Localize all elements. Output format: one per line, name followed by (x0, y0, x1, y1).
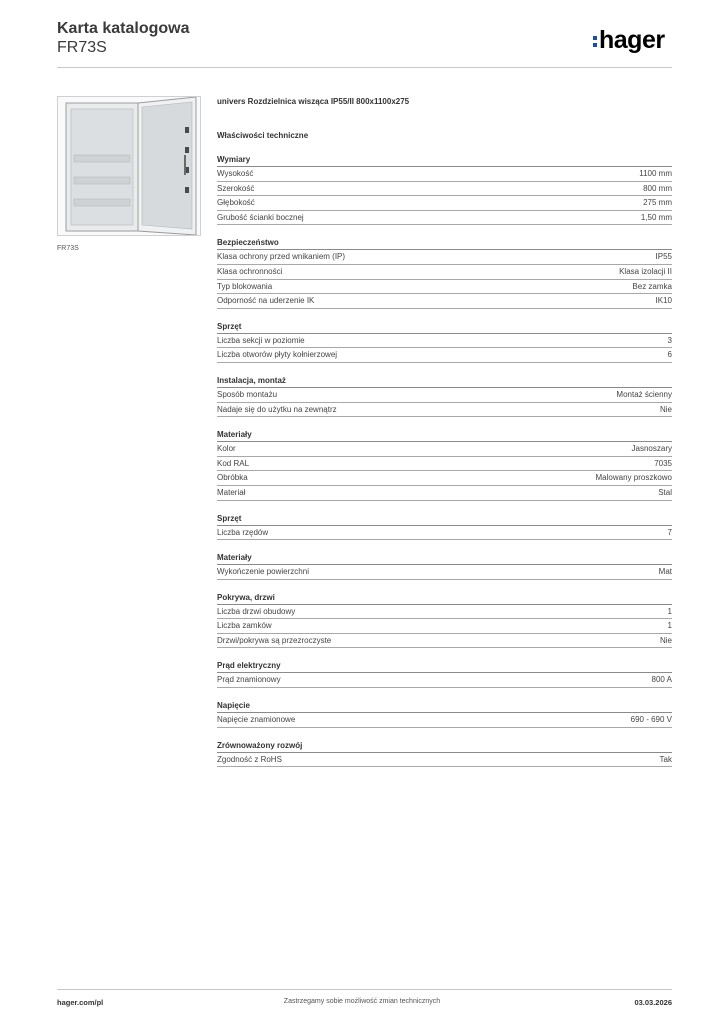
spec-section (217, 740, 672, 768)
spec-label: Odporność na uderzenie IK (217, 296, 315, 306)
spec-row (217, 211, 672, 226)
spec-label: Głębokość (217, 198, 255, 208)
logo-text: hager (599, 26, 665, 54)
spec-label: Wykończenie powierzchni (217, 567, 309, 577)
spec-row (217, 388, 672, 403)
section-title: Materiały (217, 429, 672, 442)
spec-row (217, 196, 672, 211)
footer-disclaimer: Zastrzegamy sobie możliwość zmian technicznych (283, 998, 441, 1005)
section-title: Zrównoważony rozwój (217, 740, 672, 753)
spec-label: Nadaje się do użytku na zewnątrz (217, 404, 337, 414)
spec-section (217, 375, 672, 417)
document-title: Karta katalogowa (57, 20, 190, 37)
spec-value: 275 mm (643, 198, 672, 208)
spec-row (217, 619, 672, 634)
spec-label: Obróbka (217, 473, 248, 483)
spec-row (217, 634, 672, 649)
spec-row (217, 486, 672, 501)
section-title: Napięcie (217, 700, 672, 713)
product-image (57, 96, 201, 236)
spec-row (217, 471, 672, 486)
spec-value: Nie (659, 404, 672, 414)
footer-website[interactable]: hager.com/pl (57, 998, 104, 1007)
spec-value: IP55 (655, 252, 672, 262)
spec-row (217, 673, 672, 688)
spec-label: Kod RAL (217, 458, 250, 468)
spec-row (217, 753, 672, 768)
spec-value: 1 (667, 621, 672, 631)
spec-row (217, 182, 672, 197)
footer-divider (57, 989, 672, 990)
spec-value: 800 mm (643, 183, 672, 193)
spec-value: 7035 (654, 458, 672, 468)
technical-properties-heading: Właściwości techniczne (217, 131, 309, 140)
spec-row (217, 334, 672, 349)
spec-section (217, 700, 672, 728)
spec-value: 1,50 mm (640, 212, 672, 222)
spec-row (217, 280, 672, 295)
spec-label: Drzwi/pokrywa są przezroczyste (217, 635, 332, 645)
spec-label: Prąd znamionowy (217, 675, 281, 685)
header-divider (57, 67, 672, 68)
product-title: univers Rozdzielnica wisząca IP55/II 800x1100x275 (217, 97, 410, 106)
spec-row (217, 526, 672, 541)
spec-value: 690 - 690 V (630, 715, 672, 725)
spec-value: Jasnoszary (631, 444, 672, 454)
spec-row (217, 403, 672, 418)
spec-value: Malowany proszkowo (595, 473, 672, 483)
spec-sections (217, 154, 672, 767)
spec-row (217, 442, 672, 457)
spec-label: Liczba sekcji w poziomie (217, 335, 305, 345)
spec-value: Bez zamka (632, 281, 672, 291)
hager-logo (592, 25, 676, 57)
section-title: Bezpieczeństwo (217, 237, 672, 250)
spec-section (217, 552, 672, 580)
spec-label: Zgodność z RoHS (217, 754, 282, 764)
spec-value: Stal (658, 487, 672, 497)
spec-section (217, 660, 672, 688)
section-title: Sprzęt (217, 321, 672, 334)
spec-label: Liczba zamków (217, 621, 272, 631)
spec-label: Szerokość (217, 183, 255, 193)
spec-row (217, 265, 672, 280)
spec-section (217, 321, 672, 363)
spec-label: Liczba rzędów (217, 527, 269, 537)
spec-value: IK10 (655, 296, 672, 306)
spec-section (217, 237, 672, 308)
section-title: Instalacja, montaż (217, 375, 672, 388)
image-caption: FR73S (57, 245, 79, 252)
spec-row (217, 167, 672, 182)
spec-value: 6 (667, 350, 672, 360)
spec-label: Liczba drzwi obudowy (217, 606, 296, 616)
spec-section (217, 154, 672, 225)
spec-label: Klasa ochronności (217, 266, 283, 276)
spec-label: Materiał (217, 487, 246, 497)
spec-row (217, 605, 672, 620)
spec-label: Liczba otworów płyty kołnierzowej (217, 350, 338, 360)
spec-label: Klasa ochrony przed wnikaniem (IP) (217, 252, 346, 262)
spec-row (217, 348, 672, 363)
distribution-cabinet-icon (58, 97, 200, 235)
spec-value: Tak (659, 754, 672, 764)
spec-value: 7 (667, 527, 672, 537)
spec-row (217, 565, 672, 580)
spec-section (217, 429, 672, 500)
spec-section (217, 592, 672, 649)
section-title: Materiały (217, 552, 672, 565)
spec-value: 3 (667, 335, 672, 345)
section-title: Prąd elektryczny (217, 660, 672, 673)
footer-date: 03.03.2026 (634, 998, 672, 1007)
spec-value: Mat (658, 567, 672, 577)
section-title: Wymiary (217, 154, 672, 167)
spec-label: Kolor (217, 444, 236, 454)
product-code: FR73S (57, 39, 107, 56)
spec-value: 1100 mm (639, 169, 672, 178)
spec-value: Nie (659, 635, 672, 645)
spec-content (217, 96, 672, 767)
spec-label: Napięcie znamionowe (217, 715, 296, 725)
spec-row (217, 713, 672, 728)
hager-logo-mark (592, 25, 676, 57)
spec-label: Wysokość (217, 169, 254, 178)
spec-value: 800 A (651, 675, 672, 685)
spec-value: 1 (667, 606, 672, 616)
spec-label: Grubość ścianki bocznej (217, 212, 304, 222)
spec-value: Montaż ścienny (616, 389, 672, 399)
spec-row (217, 250, 672, 265)
spec-row (217, 457, 672, 472)
section-title: Pokrywa, drzwi (217, 592, 672, 605)
spec-row (217, 294, 672, 309)
spec-section (217, 513, 672, 541)
spec-value: Klasa izolacji II (619, 266, 672, 276)
spec-label: Sposób montażu (217, 389, 278, 399)
spec-label: Typ blokowania (217, 281, 273, 291)
section-title: Sprzęt (217, 513, 672, 526)
